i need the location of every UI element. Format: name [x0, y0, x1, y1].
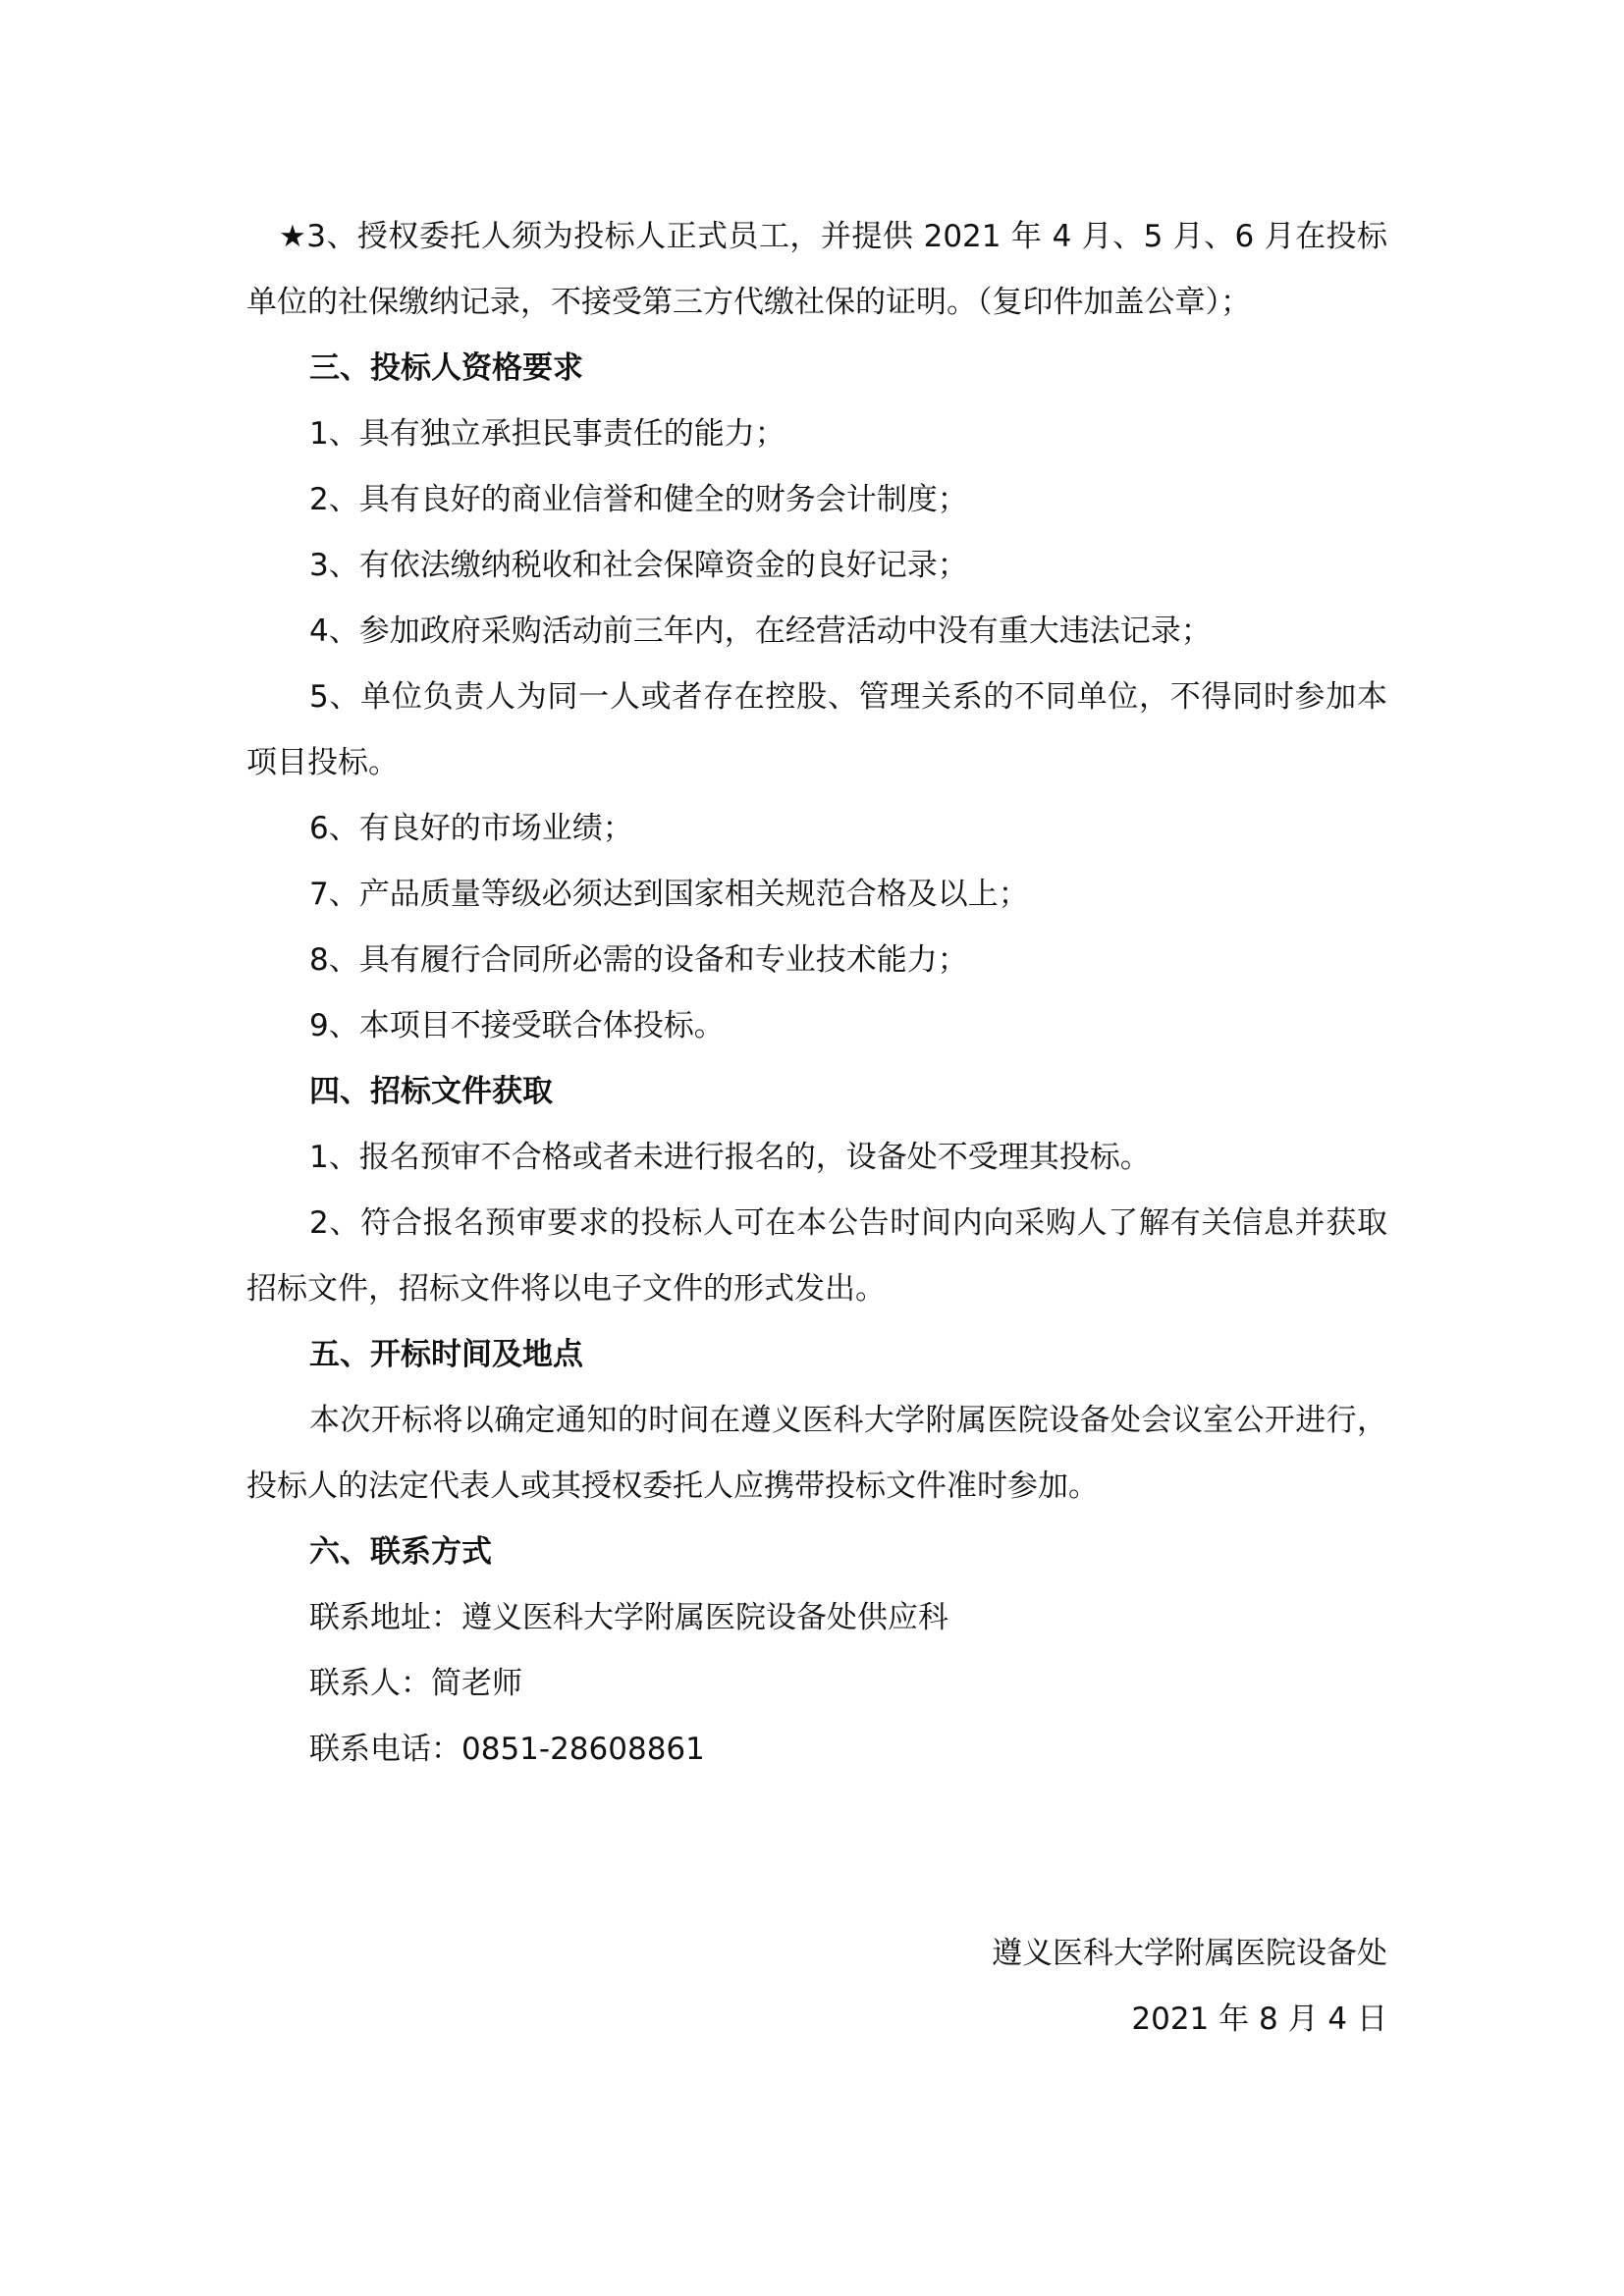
qualification-item-4: 4、参加政府采购活动前三年内，在经营活动中没有重大违法记录； [309, 614, 1212, 649]
qualification-item-5: 5、单位负责人为同一人或者存在控股、管理关系的不同单位，不得同时参加本项目投标。 [246, 679, 1387, 780]
qualification-item-9: 9、本项目不接受联合体投标。 [309, 1008, 725, 1043]
section-four-heading: 四、招标文件获取 [309, 1074, 553, 1109]
issuing-organization: 遵义医科大学附属医院设备处 [992, 1936, 1387, 1971]
qualification-item-8: 8、具有履行合同所必需的设备和专业技术能力； [309, 942, 968, 978]
qualification-item-3: 3、有依法缴纳税收和社会保障资金的良好记录； [309, 548, 968, 583]
section-five-heading: 五、开标时间及地点 [309, 1337, 583, 1372]
contact-address: 联系地址：遵义医科大学附属医院设备处供应科 [309, 1600, 948, 1635]
qualification-item-7: 7、产品质量等级必须达到国家相关规范合格及以上； [309, 877, 1029, 912]
section-three-heading: 三、投标人资格要求 [309, 350, 583, 386]
qualification-item-2: 2、具有良好的商业信誉和健全的财务会计制度； [309, 482, 968, 517]
opening-time-location-paragraph: 本次开标将以确定通知的时间在遵义医科大学附属医院设备处会议室公开进行，投标人的法定代表人或其授权委托人应携带投标文件准时参加。 [246, 1403, 1387, 1504]
qualification-item-1: 1、具有独立承担民事责任的能力； [309, 416, 785, 452]
issue-date: 2021 年 8 月 4 日 [1131, 2002, 1387, 2037]
document-acquisition-item-1: 1、报名预审不合格或者未进行报名的，设备处不受理其投标。 [309, 1140, 1151, 1175]
authorization-requirement-paragraph: ★3、授权委托人须为投标人正式员工，并提供 2021 年 4 月、5 月、6 月在投标单位的社保缴纳记录，不接受第三方代缴社保的证明。（复印件加盖公章）； [246, 219, 1387, 320]
signature-block [992, 1921, 1387, 2053]
document-body [246, 204, 1387, 1783]
qualification-item-6: 6、有良好的市场业绩； [309, 811, 633, 846]
contact-person: 联系人：简老师 [309, 1666, 522, 1701]
section-six-heading: 六、联系方式 [309, 1534, 492, 1570]
contact-phone: 联系电话：0851-28608861 [309, 1732, 705, 1767]
document-acquisition-item-2: 2、符合报名预审要求的投标人可在本公告时间内向采购人了解有关信息并获取招标文件，招标文件将以电子文件的形式发出。 [246, 1205, 1387, 1307]
